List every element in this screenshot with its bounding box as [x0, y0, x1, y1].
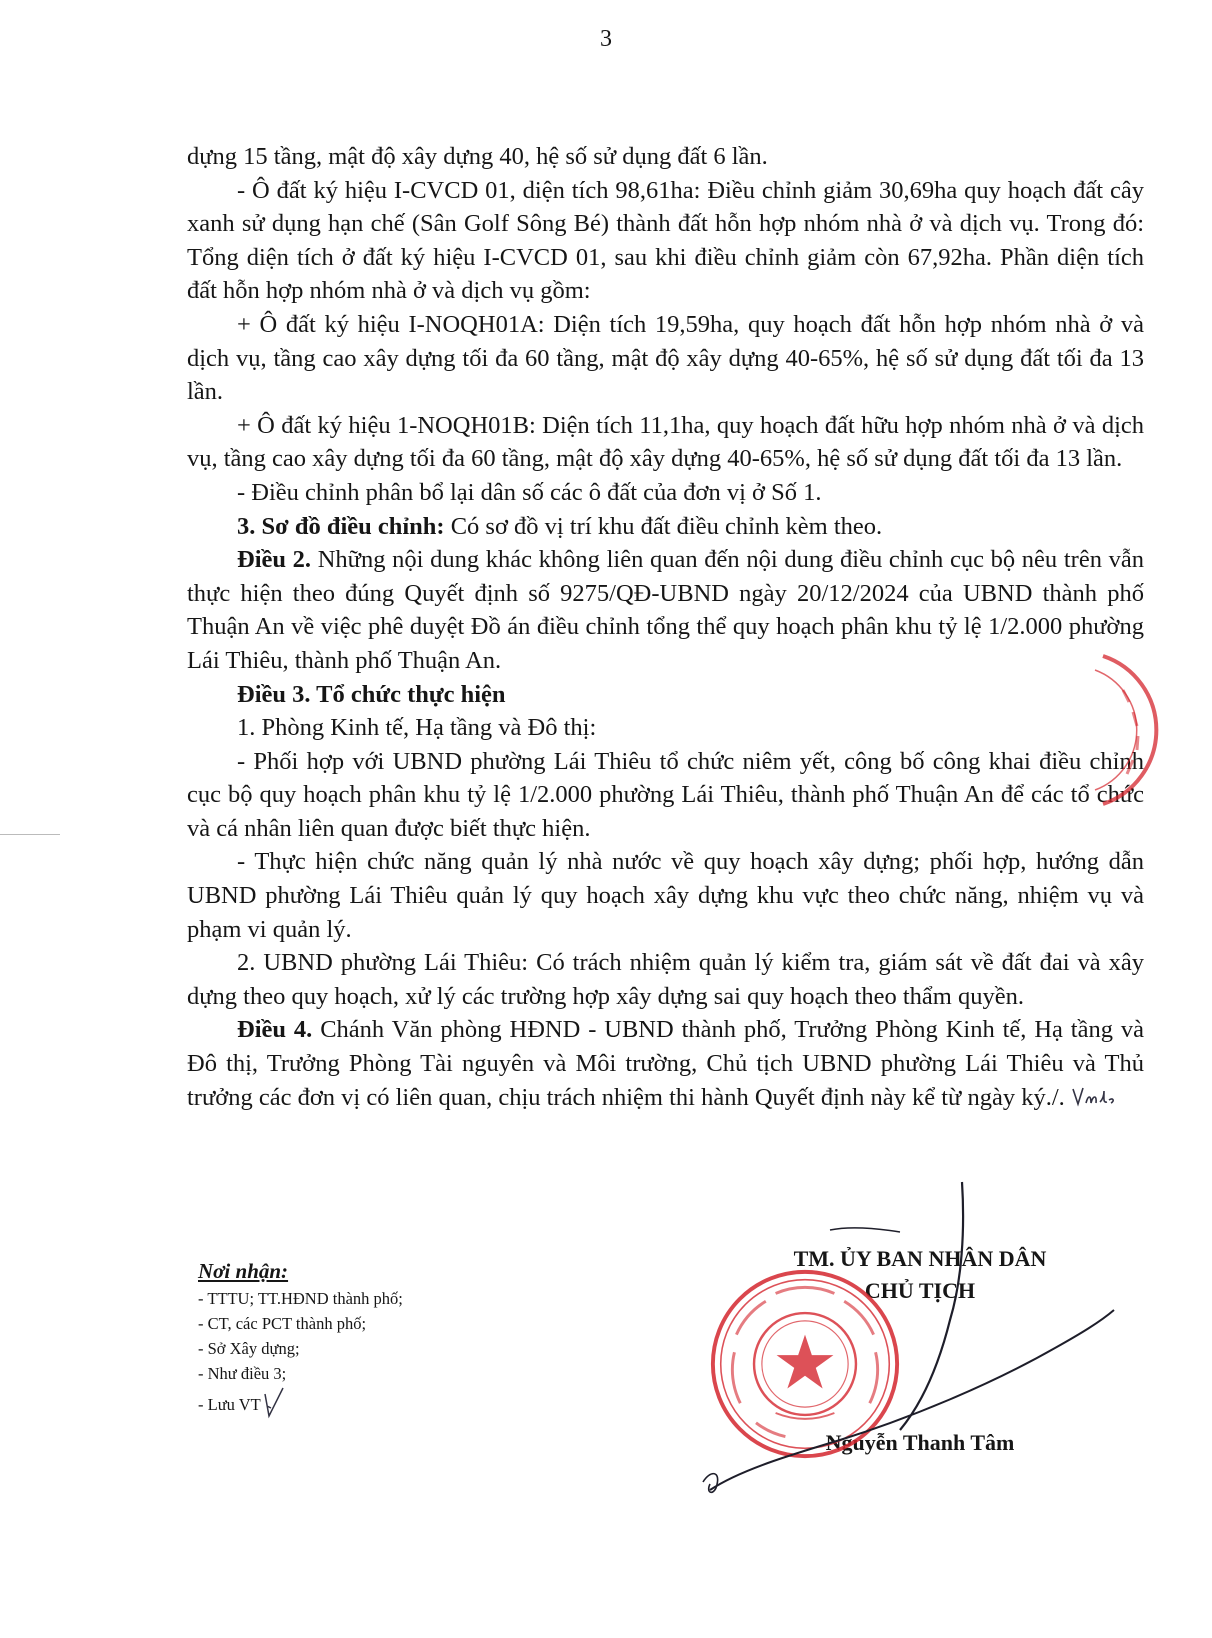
recipients-block — [198, 1256, 403, 1420]
handwritten-signature-icon — [700, 1170, 1120, 1500]
paragraph-plot-noqh01b: + Ô đất ký hiệu 1-NOQH01B: Diện tích 11,1ha, quy hoạch đất hữu hợp nhóm nhà ở và dịch vụ, tầng cao xây dựng tối đa 60 tầng, mật độ xây dựng 40-65%, hệ số sử dụng đất tối đa 13 lần. — [187, 411, 1144, 473]
paragraph-land-plot-cvcd01: - Ô đất ký hiệu I-CVCD 01, diện tích 98,61ha: Điều chỉnh giảm 30,69ha quy hoạch đất cây xanh sử dụng hạn chế (Sân Golf Sông Bé) thành đất hỗn hợp nhóm nhà ở và dịch vụ. Trong đó: Tổng diện tích ở đất ký hiệu I-CVCD 01, sau khi điều chỉnh giảm còn 67,92ha. Phần diện tích đất hỗn hợp nhóm nhà ở và dịch vụ gồm: — [187, 176, 1144, 305]
article-3-heading: Điều 3. Tổ chức thực hiện — [237, 680, 506, 708]
article-2-heading: Điều 2. — [237, 546, 312, 574]
article-4-text: Chánh Văn phòng HĐND - UBND thành phố, Trưởng Phòng Kinh tế, Hạ tầng và Đô thị, Trưởng Phòng Tài nguyên và Môi trường, Chủ tịch UBND phường Lái Thiêu và Thủ trưởng các đơn vị có liên quan, chịu trách nhiệm thi hành Quyết định này kể từ ngày ký./. — [187, 1016, 1145, 1111]
article-2-text: Những nội dung khác không liên quan đến nội dung điều chỉnh cục bộ nêu trên vẫn thực hiện theo đúng Quyết định số 9275/QĐ-UBND ngày 20/12/2024 của UBND thành phố Thuận An về việc phê duyệt Đồ án điều chỉnh tổng thể quy hoạch phân khu tỷ lệ 1/2.000 phường Lái Thiêu, thành phố Thuận An. — [187, 546, 1144, 674]
paragraph-continuation: dựng 15 tầng, mật độ xây dựng 40, hệ số sử dụng đất 6 lần. — [187, 143, 768, 170]
section-3-heading: 3. Sơ đồ điều chỉnh: — [237, 512, 445, 540]
recipient-item: - Như điều 3; — [198, 1364, 287, 1383]
article-3-item: - Phối hợp với UBND phường Lái Thiêu tổ chức niêm yết, công bố công khai điều chỉnh cục bộ quy hoạch phân khu tỷ lệ 1/2.000 phường Lái Thiêu, thành phố Thuận An để các tổ chức và cá nhân liên quan được biết thực hiện. — [187, 747, 1144, 842]
document-body — [187, 140, 1144, 1114]
article-2 — [187, 543, 1144, 677]
recipient-item: - CT, các PCT thành phố; — [198, 1314, 367, 1333]
recipient-item: - Sở Xây dựng; — [198, 1339, 300, 1358]
edge-seal-icon — [1083, 650, 1173, 810]
paragraph-population-adjustment: - Điều chỉnh phân bổ lại dân số các ô đất của đơn vị ở Số 1. — [237, 478, 822, 506]
section-3-text: Có sơ đồ vị trí khu đất điều chỉnh kèm theo. — [444, 512, 883, 540]
recipients-title: Nơi nhận: — [198, 1259, 289, 1283]
archive-initial-icon — [261, 1386, 291, 1420]
paragraph-plot-noqh01a: + Ô đất ký hiệu I-NOQH01A: Diện tích 19,59ha, quy hoạch đất hỗn hợp nhóm nhà ở và dịch vụ, tầng cao xây dựng tối đa 60 tầng, mật độ xây dựng 40-65%, hệ số sử dụng đất tối đa 13 lần. — [187, 310, 1144, 406]
article-4 — [187, 1013, 1144, 1114]
signer-name: Nguyễn Thanh Tâm — [825, 1430, 1015, 1455]
article-4-heading: Điều 4. — [237, 1016, 313, 1044]
article-3-item: - Thực hiện chức năng quản lý nhà nước về quy hoạch xây dựng; phối hợp, hướng dẫn UBND phường Lái Thiêu quản lý quy hoạch xây dựng khu vực theo chức năng, nhiệm vụ và phạm vi quản lý. — [187, 848, 1144, 943]
signature-title: CHỦ TỊCH — [864, 1278, 976, 1303]
initials-mark-icon — [1071, 1085, 1117, 1107]
page-number: 3 — [600, 26, 612, 52]
section-3 — [187, 510, 1144, 544]
recipient-item: - Lưu VT — [198, 1386, 403, 1420]
recipient-item: - TTTU; TT.HĐND thành phố; — [198, 1289, 403, 1308]
signature-org-line1: TM. ỦY BAN NHÂN DÂN — [793, 1246, 1047, 1271]
article-3-item: 2. UBND phường Lái Thiêu: Có trách nhiệm quản lý kiểm tra, giám sát về đất đai và xây dựng theo quy hoạch, xử lý các trường hợp xây dựng sai quy hoạch theo thẩm quyền. — [187, 949, 1144, 1010]
scan-artifact-line — [0, 834, 60, 835]
article-3-item: 1. Phòng Kinh tế, Hạ tầng và Đô thị: — [237, 714, 597, 742]
